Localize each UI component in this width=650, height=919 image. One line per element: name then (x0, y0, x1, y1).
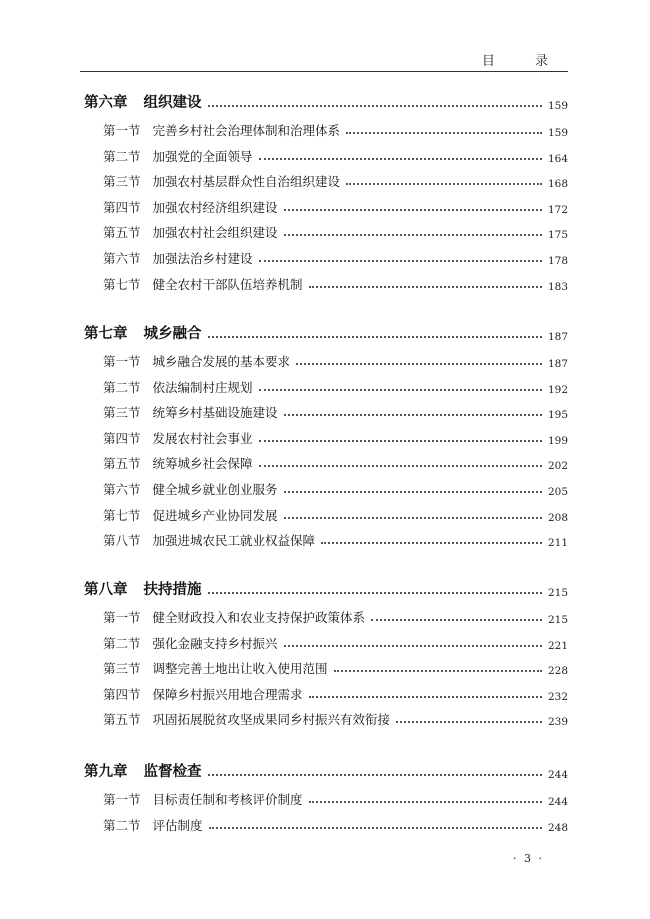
dot-leader (259, 260, 542, 262)
section-page-number: 215 (547, 614, 568, 626)
chapter-entry[interactable] (84, 579, 568, 599)
section-number: 第二节 (103, 635, 141, 651)
section-title: 加强农村基层群众性自治组织建设 (152, 174, 341, 190)
section-entry[interactable] (103, 788, 568, 808)
section-title: 加强法治乡村建设 (152, 251, 253, 266)
section-number: 第七节 (103, 507, 141, 523)
section-page-number: 195 (547, 409, 568, 422)
section-number: 第六节 (103, 251, 141, 266)
section-title: 加强党的全面领导 (152, 148, 253, 164)
section-number: 第一节 (103, 354, 141, 369)
section-page-number: 187 (547, 358, 568, 370)
dot-leader (284, 234, 542, 236)
section-title: 统筹城乡社会保障 (152, 456, 253, 472)
dot-leader (209, 827, 542, 829)
dot-leader (284, 517, 542, 519)
section-page-number: 221 (547, 639, 568, 652)
dot-leader (284, 645, 542, 647)
section-number: 第八节 (103, 533, 141, 549)
dot-leader (259, 440, 542, 442)
section-entry[interactable] (103, 145, 568, 165)
dot-leader (309, 696, 542, 698)
section-entry[interactable] (103, 196, 568, 216)
dot-leader (321, 542, 542, 544)
section-page-number: 199 (547, 434, 568, 447)
chapter-number: 第六章 (84, 94, 128, 111)
chapter-entry[interactable] (84, 761, 568, 781)
chapter-entry[interactable] (84, 92, 568, 112)
dot-leader (296, 363, 542, 365)
section-page-number: 208 (547, 511, 568, 524)
section-entry[interactable] (103, 632, 568, 652)
dot-leader (396, 721, 542, 723)
dot-leader (208, 336, 542, 338)
section-entry[interactable] (103, 452, 568, 472)
section-page-number: 232 (547, 690, 568, 703)
chapter-title: 监督检查 (143, 763, 202, 780)
chapter-page-number: 187 (547, 331, 568, 343)
chapter-page-number: 159 (547, 100, 568, 112)
section-entry[interactable] (103, 247, 568, 267)
section-entry[interactable] (103, 478, 568, 498)
chapter-number: 第八章 (84, 581, 128, 598)
section-page-number: 248 (547, 821, 568, 834)
section-number: 第四节 (103, 430, 141, 446)
section-number: 第二节 (103, 379, 141, 395)
section-page-number: 239 (547, 716, 568, 729)
section-number: 第三节 (103, 405, 141, 421)
section-entry[interactable] (103, 504, 568, 524)
section-page-number: 228 (547, 665, 568, 678)
section-title: 完善乡村社会治理体制和治理体系 (152, 123, 341, 138)
section-title: 保障乡村振兴用地合理需求 (152, 686, 303, 702)
section-number: 第三节 (103, 661, 141, 677)
section-title: 统筹乡村基础设施建设 (152, 405, 278, 421)
section-number: 第一节 (103, 610, 141, 625)
dot-leader (346, 132, 542, 134)
chapter-number: 第七章 (84, 325, 128, 342)
section-page-number: 202 (547, 460, 568, 473)
dot-leader (309, 801, 542, 803)
chapter-title: 城乡融合 (143, 325, 202, 342)
chapter-page-number: 215 (547, 587, 568, 599)
dot-leader (284, 491, 542, 493)
section-number: 第五节 (103, 225, 141, 241)
section-title: 调整完善土地出让收入使用范围 (152, 661, 328, 677)
section-page-number: 211 (547, 537, 568, 550)
section-title: 促进城乡产业协同发展 (152, 507, 278, 523)
section-entry[interactable] (103, 221, 568, 241)
section-page-number: 183 (547, 280, 568, 293)
section-title: 巩固拓展脱贫攻坚成果同乡村振兴有效衔接 (152, 712, 391, 728)
chapter-title: 扶持措施 (143, 581, 202, 598)
section-page-number: 168 (547, 178, 568, 191)
section-entry[interactable] (103, 119, 568, 139)
section-entry[interactable] (103, 683, 568, 703)
section-entry[interactable] (103, 170, 568, 190)
dot-leader (284, 209, 542, 211)
section-page-number: 178 (547, 255, 568, 267)
section-entry[interactable] (103, 814, 568, 834)
chapter-page-number: 244 (547, 769, 568, 781)
chapter-entry[interactable] (84, 323, 568, 343)
section-number: 第二节 (103, 148, 141, 164)
page-folio: · 3 · (513, 852, 544, 865)
dot-leader (371, 619, 542, 621)
dot-leader (259, 389, 542, 391)
section-title: 城乡融合发展的基本要求 (152, 354, 291, 369)
section-title: 评估制度 (152, 817, 203, 833)
section-title: 发展农村社会事业 (152, 430, 253, 446)
section-title: 健全财政投入和农业支持保护政策体系 (152, 610, 366, 625)
section-number: 第一节 (103, 123, 141, 138)
dot-leader (309, 286, 542, 288)
section-title: 加强进城农民工就业权益保障 (152, 533, 316, 549)
section-entry[interactable] (103, 376, 568, 396)
section-entry[interactable] (103, 350, 568, 370)
running-header: 目 录 (481, 54, 566, 69)
section-number: 第五节 (103, 456, 141, 472)
dot-leader (259, 465, 542, 467)
section-page-number: 175 (547, 229, 568, 242)
section-title: 健全城乡就业创业服务 (152, 482, 278, 497)
section-page-number: 244 (547, 796, 568, 808)
section-number: 第七节 (103, 276, 141, 292)
section-number: 第一节 (103, 792, 141, 807)
section-page-number: 205 (547, 486, 568, 498)
section-number: 第四节 (103, 199, 141, 215)
dot-leader (208, 592, 542, 594)
section-page-number: 172 (547, 203, 568, 216)
section-entry[interactable] (103, 529, 568, 549)
section-number: 第三节 (103, 174, 141, 190)
section-title: 加强农村经济组织建设 (152, 199, 278, 215)
section-title: 强化金融支持乡村振兴 (152, 635, 278, 651)
section-page-number: 164 (547, 152, 568, 165)
chapter-number: 第九章 (84, 763, 128, 780)
section-entry[interactable] (103, 427, 568, 447)
dot-leader (334, 670, 542, 672)
section-entry[interactable] (103, 657, 568, 677)
section-title: 目标责任制和考核评价制度 (152, 792, 303, 807)
section-page-number: 192 (547, 383, 568, 396)
section-number: 第六节 (103, 482, 141, 497)
dot-leader (284, 414, 542, 416)
dot-leader (208, 105, 542, 107)
section-number: 第四节 (103, 686, 141, 702)
section-number: 第二节 (103, 817, 141, 833)
dot-leader (346, 183, 542, 185)
section-entry[interactable] (103, 708, 568, 728)
section-entry[interactable] (103, 401, 568, 421)
dot-leader (259, 158, 542, 160)
section-title: 依法编制村庄规划 (152, 379, 253, 395)
section-page-number: 159 (547, 127, 568, 139)
section-entry[interactable] (103, 606, 568, 626)
section-number: 第五节 (103, 712, 141, 728)
section-entry[interactable] (103, 273, 568, 293)
section-title: 健全农村干部队伍培养机制 (152, 276, 303, 292)
dot-leader (208, 774, 542, 776)
chapter-title: 组织建设 (143, 94, 202, 111)
header-rule (80, 71, 568, 72)
section-title: 加强农村社会组织建设 (152, 225, 278, 241)
